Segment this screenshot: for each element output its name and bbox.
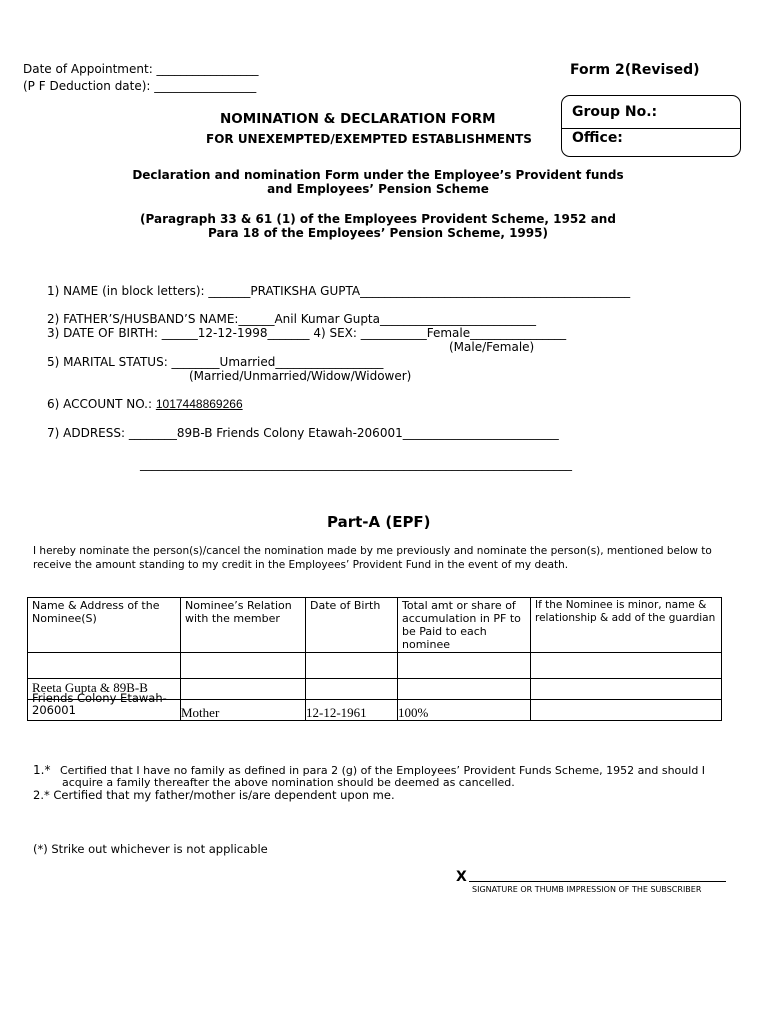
certification-1-line-2: acquire a family thereafter the above nomination should be deemed as cancelled. [62, 776, 515, 789]
group-office-box [561, 95, 741, 157]
header-dob: Date of Birth [306, 598, 398, 653]
signature-mark: X [456, 869, 467, 885]
address-line-2: ________________________________________________________________________ [140, 457, 572, 471]
table-header-row [28, 598, 722, 653]
name-field: 1) NAME (in block letters): _______PRATIKSHA GUPTA_____________________________________________ [47, 284, 631, 298]
paragraph-line-1: (Paragraph 33 & 61 (1) of the Employees Provident Scheme, 1952 and [140, 212, 616, 226]
empty-cell [306, 679, 398, 700]
part-a-heading: Part-A (EPF) [327, 513, 431, 531]
declaration-line-1: Declaration and nomination Form under the Employee’s Provident funds [132, 168, 624, 182]
account-no-label: 6) ACCOUNT NO.: [47, 397, 153, 411]
marital-status-field: 5) MARITAL STATUS: ________Umarried__________________ [47, 355, 384, 369]
empty-cell [28, 653, 181, 679]
group-no-label: Group No.: [572, 104, 658, 120]
empty-cell [531, 653, 722, 679]
part-a-intro-line-1: I hereby nominate the person(s)/cancel the nomination made by me previously and nominate the person(s), mentioned below to [33, 545, 712, 557]
table-row-nominee-details [28, 700, 722, 721]
relation-cell: Mother [181, 700, 306, 721]
table-row-empty [28, 653, 722, 679]
certification-1-marker: 1.* [33, 763, 51, 777]
strike-out-note: (*) Strike out whichever is not applicable [33, 842, 268, 856]
declaration-line-2: and Employees’ Pension Scheme [267, 182, 489, 196]
nominee-name-cell: Reeta Gupta & 89B-B [28, 679, 181, 700]
date-of-appointment: Date of Appointment: _________________ [23, 62, 259, 76]
marital-status-options: (Married/Unmarried/Widow/Widower) [189, 369, 412, 383]
nominee-address-line-1: Friends Colony Etawah- [32, 691, 167, 705]
dob-cell: 12-12-1961 [306, 700, 398, 721]
signature-caption: SIGNATURE OR THUMB IMPRESSION OF THE SUBSCRIBER [472, 885, 702, 894]
sex-options: (Male/Female) [449, 340, 535, 354]
group-box-divider [562, 128, 740, 129]
nominee-address-line-2: 206001 [32, 703, 76, 717]
nominee-table [27, 597, 722, 721]
empty-cell [398, 653, 531, 679]
father-husband-name-field: 2) FATHER’S/HUSBAND’S NAME:______Anil Kumar Gupta__________________________ [47, 312, 536, 326]
empty-cell [181, 679, 306, 700]
certification-2: 2.* Certified that my father/mother is/are dependent upon me. [33, 788, 395, 802]
empty-cell [181, 653, 306, 679]
form-number: Form 2(Revised) [570, 62, 700, 78]
dob-sex-field: 3) DATE OF BIRTH: ______12-12-1998_______ 4) SEX: ___________Female________________ [47, 326, 567, 340]
empty-cell [531, 679, 722, 700]
paragraph-line-2: Para 18 of the Employees’ Pension Scheme, 1995) [208, 226, 548, 240]
empty-cell [306, 653, 398, 679]
header-relation: Nominee’s Relation with the member [181, 598, 306, 653]
certification-1-line-1: Certified that I have no family as defined in para 2 (g) of the Employees’ Provident Funds Scheme, 1952 and should I [60, 764, 706, 777]
form-subtitle: FOR UNEXEMPTED/EXEMPTED ESTABLISHMENTS [206, 132, 532, 146]
form-title: NOMINATION & DECLARATION FORM [220, 111, 496, 127]
header-guardian: If the Nominee is minor, name & relationship & add of the guardian [531, 598, 722, 653]
pf-deduction-date: (P F Deduction date): _________________ [23, 79, 257, 93]
signature-line [469, 881, 726, 882]
guardian-cell [531, 700, 722, 721]
nominee-address-cell [28, 691, 181, 721]
office-label: Office: [572, 130, 623, 146]
account-no-field [47, 397, 243, 411]
share-cell: 100% [398, 700, 531, 721]
header-name-address: Name & Address of the Nominee(S) [28, 598, 181, 653]
empty-cell [398, 679, 531, 700]
address-field: 7) ADDRESS: ________89B-B Friends Colony Etawah-206001__________________________ [47, 426, 559, 440]
part-a-intro-line-2: receive the amount standing to my credit in the Employees’ Provident Fund in the event of my death. [33, 559, 569, 571]
header-share: Total amt or share of accumulation in PF to be Paid to each nominee [398, 598, 531, 653]
account-no-value: 1017448869266 [155, 397, 243, 411]
